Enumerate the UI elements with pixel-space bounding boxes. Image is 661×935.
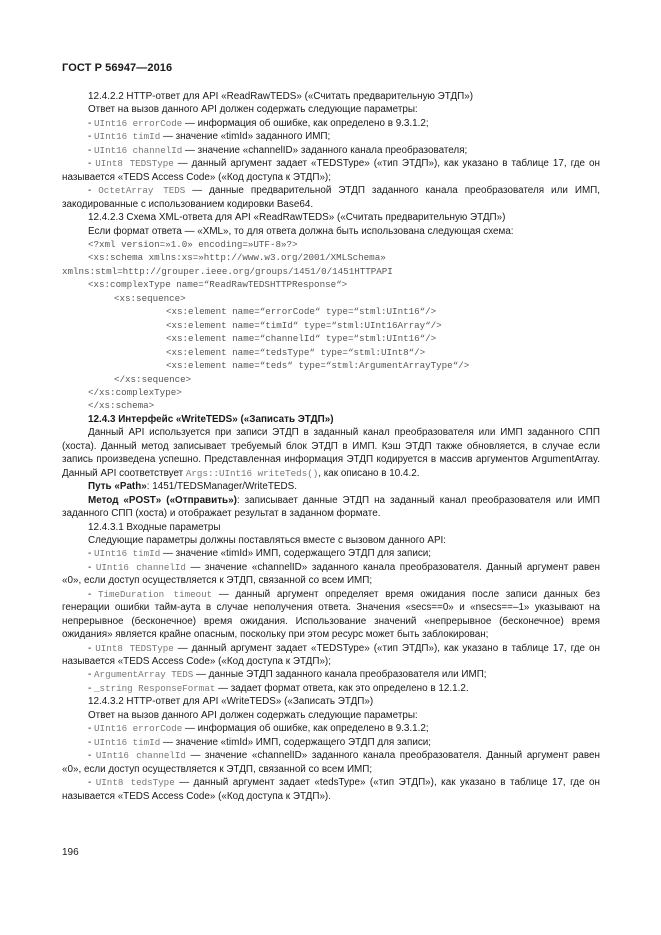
document-header: ГОСТ Р 56947—2016 (62, 62, 173, 74)
list-item: - _string ResponseFormat — задает формат ответа, как это определено в 12.1.2. (88, 682, 469, 694)
list-item: - UInt16 channelId — значение «channelID» заданного канала преобразователя. Данный аргумент равен «0», если доступ осуществляется к ЭТДП, связанной со всем ИМП; (62, 561, 600, 587)
code-term: UInt16 channelId (95, 750, 186, 762)
section-heading: 12.4.2.2 HTTP-ответ для API «ReadRawTEDS» («Считать предварительную ЭТДП») (88, 91, 474, 102)
list-item: - UInt8 TEDSType — данный аргумент задает «TEDSType» («тип ЭТДП»), как указано в таблице 17, где он называется «TEDS Access Code» («Код доступа к ЭТДП»); (62, 158, 600, 183)
code-line: <xs:element name=“errorCode“ type=“stml:UInt16“/> (166, 306, 437, 318)
code-line: </xs:complexType> (88, 386, 182, 398)
code-line: <?xml version=»1.0» encoding=»UTF-8»?> (88, 238, 298, 250)
xml-schema-code (62, 238, 600, 413)
paragraph: Следующие параметры должны поставляться вместе с вызовом данного API: (88, 534, 447, 546)
method-line: Метод «POST» («Отправить»): записывает данные ЭТДП на заданный канал преобразователя или ИМП заданного СПП (хоста) и отображает результат в заданном формате. (62, 494, 600, 520)
code-term: UInt16 timId (94, 131, 161, 143)
section-heading: 12.4.3 Интерфейс «WriteTEDS» («Записать ЭТДП») (88, 413, 334, 425)
code-line: <xs:element name=“tedsType“ type=“stml:UInt8“/> (166, 346, 426, 358)
code-term: UInt16 errorCode (94, 117, 183, 129)
code-line: </xs:schema> (88, 400, 155, 412)
list-item: - UInt16 channelId — значение «channelID» заданного канала преобразователя. Данный аргумент равен «0», если доступ осуществляется к ЭТДП, связанной со всем ИМП; (62, 750, 600, 775)
list-item: - UInt16 errorCode — информация об ошибке, как определено в 9.3.1.2; (88, 723, 429, 735)
paragraph: Ответ на вызов данного API должен содержать следующие параметры: (88, 104, 418, 116)
code-term: Args::UInt16 writeTeds() (185, 467, 319, 479)
code-term: UInt8 TEDSType (95, 642, 174, 654)
list-item: - OctetArray TEDS — данные предварительной ЭТДП заданного канала преобразователя или ИМП, закодированные с использованием кодировки Base64. (62, 185, 601, 210)
code-term: UInt16 channelId (94, 144, 183, 156)
code-line: <xs:complexType name=“ReadRawTEDSHTTPResponse“> (88, 279, 348, 291)
document-body (62, 90, 600, 803)
list-item: - TimeDuration timeout — данный аргумент определяет время ожидания после записи данных без генерации ошибки тайм-аута в случае неполучения ответа. Значения «secs==0» и «nsecs==–1» указывают на непрерывное (бесконечное) время ожидания. Использование значений «непрерывное (бесконечное) время ожидания» является крайне опасным, поскольку при этом ресурс может быть заблокирован; (62, 588, 600, 641)
code-line: <xs:sequence> (114, 292, 186, 304)
code-line: <xs:element name=“channelId“ type=“stml:UInt16“/> (166, 333, 437, 345)
code-term: UInt16 timId (94, 548, 161, 560)
code-term: UInt8 TEDSType (95, 158, 174, 170)
list-item: - UInt16 timId — значение «timId» заданного ИМП; (88, 131, 331, 143)
section-heading: 12.4.2.3 Схема XML-ответа для API «ReadRawTEDS» («Считать предварительную ЭТДП») (88, 212, 506, 224)
code-line: xmlns:stml=http://grouper.ieee.org/groups/1451/0/1451HTTPAPI (62, 265, 393, 277)
code-term: UInt16 timId (94, 736, 161, 748)
list-item: - UInt8 tedsType — данный аргумент задает «tedsType» («тип ЭТДП»), как указано в таблице 17, где он называется «TEDS Access Code» («Код доступа к ЭТДП»). (62, 777, 600, 802)
code-line: <xs:element name=“timId“ type=“stml:UInt16Array“/> (166, 319, 442, 331)
code-line: <xs:element name=“teds“ type=“stml:ArgumentArrayType“/> (166, 360, 470, 372)
list-item: - UInt16 channelId — значение «channelID» заданного канала преобразователя; (88, 144, 468, 156)
paragraph: Ответ на вызов данного API должен содержать следующие параметры: (88, 709, 418, 721)
code-term: ArgumentArray TEDS (94, 669, 194, 681)
code-term: UInt8 tedsType (95, 777, 175, 789)
page-number: 196 (62, 847, 79, 858)
paragraph: Если формат ответа — «XML», то для ответа должна быть использована следующая схема: (88, 225, 514, 237)
list-item: - UInt16 timId — значение «timId» ИМП, содержащего ЭТДП для записи; (88, 736, 432, 748)
code-line: <xs:schema xmlns:xs=»http://www.w3.org/2001/XMLSchema» (88, 252, 386, 264)
code-term: OctetArray TEDS (98, 185, 186, 197)
path-line: Путь «Path»: 1451/TEDSManager/WriteTEDS. (88, 481, 297, 493)
list-item: - UInt16 timId — значение «timId» ИМП, содержащего ЭТДП для записи; (88, 548, 432, 560)
code-term: UInt16 channelId (95, 561, 186, 573)
code-line: </xs:sequence> (114, 373, 192, 385)
list-item: - UInt16 errorCode — информация об ошибке, как определено в 9.3.1.2; (88, 117, 429, 129)
code-term: _string ResponseFormat (94, 682, 216, 694)
code-term: UInt16 errorCode (94, 723, 183, 735)
list-item: - UInt8 TEDSType — данный аргумент задает «TEDSType» («тип ЭТДП»), как указано в таблице 17, где он называется «TEDS Access Code» («Код доступа к ЭТДП»); (62, 642, 600, 668)
list-item: - ArgumentArray TEDS — данные ЭТДП заданного канала преобразователя или ИМП; (88, 669, 487, 681)
section-heading: 12.4.3.2 HTTP-ответ для API «WriteTEDS» («Записать ЭТДП») (88, 696, 374, 708)
section-heading: 12.4.3.1 Входные параметры (88, 521, 221, 533)
paragraph: Данный API используется при записи ЭТДП в заданный канал преобразователя или ИМП заданного СПП (хоста). Данный метод записывает требуемый блок ЭТДП в ИМП. Кэш ЭТДП также обновляется, в случае если запись произведена успешно. Представленная информация ЭТДП кодируется в массив аргументов ArgumentArray. Данный API соответствует Args::UInt16 writeTeds(), как описано в 10.4.2. (62, 427, 600, 479)
code-term: TimeDuration timeout (97, 588, 213, 600)
